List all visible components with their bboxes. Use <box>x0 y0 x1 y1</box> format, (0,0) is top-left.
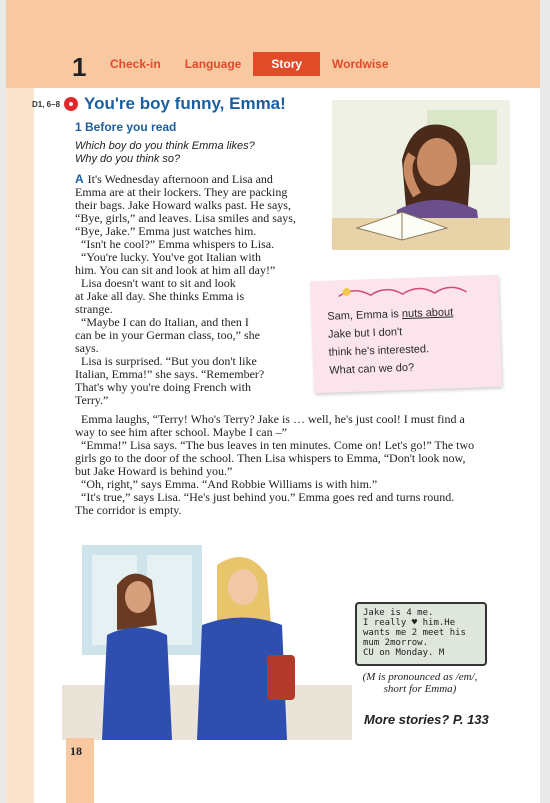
text-line: can be in your German class, too,” she <box>75 328 260 342</box>
text-line: “You're lucky. You've got Italian with <box>75 250 261 264</box>
text-line: strange. <box>75 302 113 316</box>
section-letter: A <box>75 172 84 186</box>
margin-strip <box>6 88 34 803</box>
question-1: Which boy do you think Emma likes? <box>75 140 255 152</box>
text-line: Lisa doesn't want to sit and look <box>75 276 236 290</box>
text-line: “Emma!” Lisa says. “The bus leaves in ten minutes. Come on! Let's go!” The two <box>75 438 475 452</box>
section-tabs <box>98 52 401 76</box>
text-line: but Jake Howard is behind you.” <box>75 464 233 478</box>
tab-story[interactable]: Story <box>253 52 320 76</box>
note-doodle <box>334 279 485 302</box>
story-text-wide <box>75 413 515 517</box>
text-line: A It's Wednesday afternoon and Lisa and <box>75 172 273 186</box>
text-line: Lisa is surprised. “But you don't like <box>75 354 257 368</box>
text-line: Italian, Emma!” she says. “Remember? <box>75 367 265 381</box>
tab-language[interactable]: Language <box>184 57 242 71</box>
text-line: Emma are at their lockers. They are packing <box>75 185 288 199</box>
text-line: says. <box>75 341 99 355</box>
note-line-3: think he's interested. <box>328 343 430 359</box>
pager-line-2: I really ♥ him.He <box>363 618 456 628</box>
handwritten-note <box>310 275 502 393</box>
text-line: “Bye, girls,” and leaves. Lisa smiles and says, <box>75 211 296 225</box>
more-stories-link[interactable]: More stories? P. 133 <box>364 712 489 727</box>
text-line: “Isn't he cool?” Emma whispers to Lisa. <box>75 237 275 251</box>
text-line: him. You can sit and look at him all day!” <box>75 263 276 277</box>
text-line: “Maybe I can do Italian, and then I <box>75 315 249 329</box>
text-line: way to see him after school. Maybe I can –” <box>75 425 287 439</box>
pager-message <box>355 602 487 666</box>
girls-corridor-illustration <box>62 535 352 740</box>
text-line: That's why you're doing French with <box>75 380 251 394</box>
pager-line-5: CU on Monday. M <box>363 648 445 658</box>
textbook-page <box>6 0 540 803</box>
story-text-narrow <box>75 173 325 407</box>
question-2: Why do you think so? <box>75 153 181 165</box>
text-line: their bags. Jake Howard walks past. He says, <box>75 198 291 212</box>
tab-wordwise[interactable]: Wordwise <box>332 57 389 71</box>
pager-line-4: mum 2morrow. <box>363 638 429 648</box>
note-line-4: What can we do? <box>329 361 415 377</box>
girl-reading-illustration <box>332 100 510 250</box>
text-line: Emma laughs, “Terry! Who's Terry? Jake is … well, he's just cool! I must find a <box>75 412 465 426</box>
pronunciation-caption: (M is pronounced as /em/, short for Emma) <box>362 671 478 695</box>
page-number: 18 <box>70 744 82 758</box>
tab-check-in[interactable]: Check-in <box>110 57 161 71</box>
pager-line-1: Jake is 4 me. <box>363 608 434 618</box>
pager-line-3: wants me 2 meet his <box>363 628 466 638</box>
text-line: girls go to the door of the school. Then Lisa whispers to Emma, “Don't look now, <box>75 451 466 465</box>
note-line-2: Jake but I don't <box>327 326 403 341</box>
unit-number: 1 <box>72 52 87 82</box>
audio-track-label: D1, 6–8 <box>32 99 61 109</box>
text-line: “It's true,” says Lisa. “He's just behind you.” Emma goes red and turns round. <box>75 490 455 504</box>
text-line: Terry.” <box>75 393 109 407</box>
note-line-1: Sam, Emma is nuts about <box>327 306 454 323</box>
text-line: at Jake all day. She thinks Emma is <box>75 289 245 303</box>
text-line: The corridor is empty. <box>75 503 182 517</box>
text-line: “Oh, right,” says Emma. “And Robbie Williams is with him.” <box>75 477 378 491</box>
story-title-row <box>32 94 286 114</box>
exercise-heading: 1 Before you read <box>75 120 177 134</box>
text-line: “Bye, Jake.” Emma just watches him. <box>75 224 257 238</box>
cd-audio-icon <box>64 97 78 111</box>
story-title: You're boy funny, Emma! <box>84 94 286 113</box>
